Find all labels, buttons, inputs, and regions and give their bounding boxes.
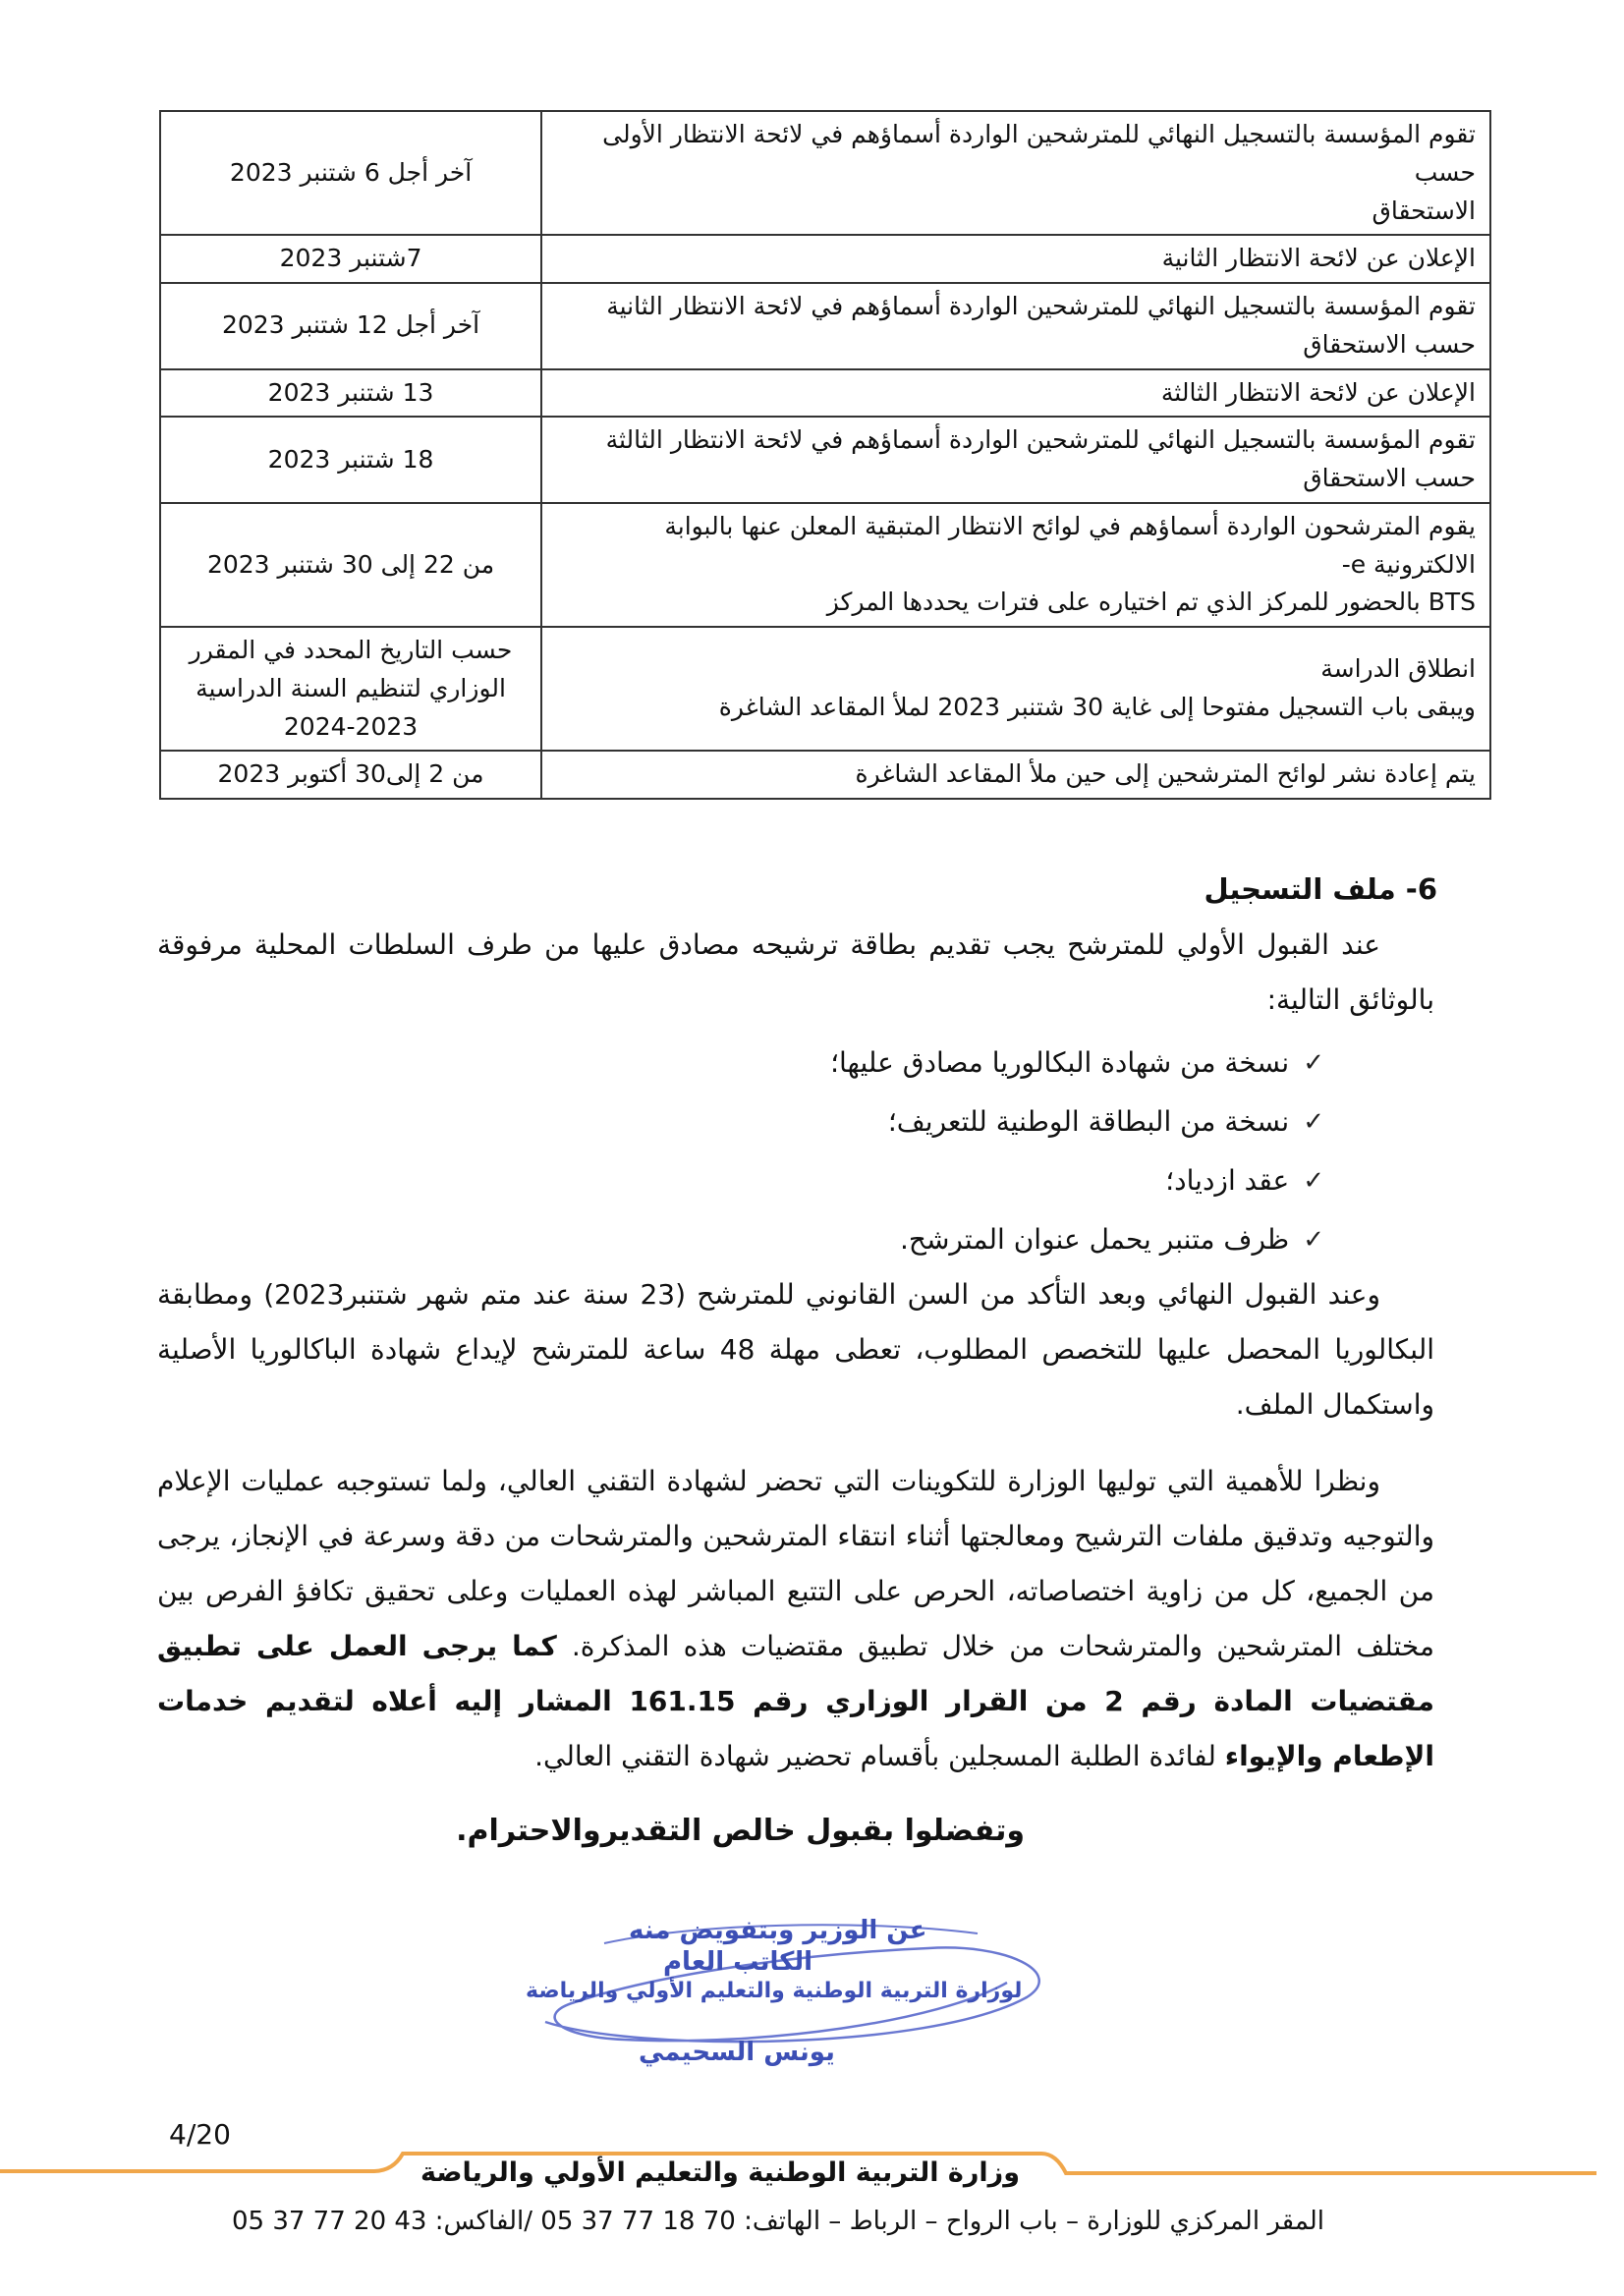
activity-cell [541,111,1490,235]
required-documents-list [830,1034,1324,1269]
date-text: آخر أجل 12 شتنبر 2023 [221,310,480,340]
signature-delegation: عن الوزير وبتفويض منه [629,1916,927,1945]
date-text: الوزاري لتنظيم السنة الدراسية [196,673,506,702]
checkmark-icon: ✓ [1303,1225,1324,1255]
section-heading: 6- ملف التسجيل [1204,872,1437,906]
list-item: ✓ نسخة من البطاقة الوطنية للتعريف؛ [830,1092,1324,1151]
activity-cell [541,751,1490,799]
activity-cell [541,417,1490,503]
table-row [160,751,1490,799]
activity-text: يتم إعادة نشر لوائح المترشحين إلى حين ملأ المقاعد الشاغرة [855,759,1476,789]
activity-cell [541,235,1490,283]
date-text: 2024-2023 [283,711,419,741]
table-row [160,111,1490,235]
activity-text: تقوم المؤسسة بالتسجيل النهائي للمترشحين الواردة أسماؤهم في لائحة الانتظار الثالثة حسب الاستحقاق [605,425,1476,492]
activity-text: الإعلان عن لائحة الانتظار الثانية [1161,244,1476,273]
activity-text: الاستحقاق [1372,196,1476,225]
date-cell [160,417,541,503]
checkmark-icon: ✓ [1303,1048,1324,1078]
date-cell [160,111,541,235]
date-text: آخر أجل 6 شتنبر 2023 [229,157,473,187]
date-text: من 2 إلى30 أكتوبر 2023 [217,759,484,789]
footer-address: المقر المركزي للوزارة – باب الرواح – الرباط – الهاتف: 70 18 77 37 05 /الفاكس: 43 20 77 37 05 [231,2207,1324,2236]
list-item: ✓ ظرف متنبر يحمل عنوان المترشح. [830,1210,1324,1269]
date-text: من 22 إلى 30 شتنبر 2023 [206,549,495,579]
activity-cell [541,283,1490,369]
page-number: 4/20 [169,2118,231,2151]
date-text: 7شتنبر 2023 [279,244,422,273]
signatory-name: يونس السحيمي [639,2038,835,2067]
instructions-paragraph: ونظرا للأهمية التي توليها الوزارة للتكوينات التي تحضر لشهادة التقني العالي، ولما تستوجبه عمليات الإعلام والتوجيه وتدقيق ملفات الترشيح ومعالجتها أثناء انتقاء المترشحين والمترشحات من دقة وسرعة في الإنجاز، يرجى من الجميع، كل من زاوية اختصاصاته، الحرص على التتبع المباشر لهذه العمليات وعلى تحقيق تكافؤ الفرص بين مختلف المترشحين والمترشحات من خلال تطبيق مقتضيات هذه المذكرة. كما يرجى العمل على تطبيق مقتضيات المادة رقم 2 من القرار الوزاري رقم 161.15 المشار إليه أعلاه لتقديم خدمات الإطعام والإيواء لفائدة الطلبة المسجلين بأقسام تحضير شهادة التقني العالي. [157,1465,1434,1772]
signature-title: الكاتب العام [663,1947,813,1977]
activity-cell [541,503,1490,627]
activity-text: ويبقى باب التسجيل مفتوحا إلى غاية 30 شتنبر 2023 لملأ المقاعد الشاغرة [718,693,1476,722]
footer-ministry-name: وزارة التربية الوطنية والتعليم الأولي والرياضة [420,2157,1020,2188]
date-cell [160,369,541,418]
checkmark-icon: ✓ [1303,1107,1324,1137]
intro-paragraph: عند القبول الأولي للمترشح يجب تقديم بطاقة ترشيحه مصادق عليها من طرف السلطات المحلية مرفوقة بالوثائق التالية: [157,928,1434,1016]
closing-salutation: وتفضلوا بقبول خالص التقديروالاحترام. [456,1814,1025,1848]
activity-cell [541,627,1490,751]
date-cell [160,751,541,799]
activity-text: حسب الاستحقاق [1303,329,1476,359]
date-text: 18 شتنبر 2023 [267,444,434,474]
date-cell [160,627,541,751]
table-row [160,417,1490,503]
table-row [160,503,1490,627]
signature-ministry: لوزارة التربية الوطنية والتعليم الأولي والرياضة [526,1979,1023,2003]
table-row [160,627,1490,751]
activity-text: انطلاق الدراسة [1320,654,1476,684]
table-row [160,283,1490,369]
checkmark-icon: ✓ [1303,1166,1324,1196]
schedule-table [159,110,1491,800]
date-cell [160,283,541,369]
date-text: حسب التاريخ المحدد في المقرر [189,636,513,664]
table-row [160,369,1490,418]
date-cell [160,235,541,283]
list-item: ✓ نسخة من شهادة البكالوريا مصادق عليها؛ [830,1034,1324,1092]
activity-text: BTS بالحضور للمركز الذي تم اختياره على فترات يحددها المركز [826,588,1476,617]
activity-text: تقوم المؤسسة بالتسجيل النهائي للمترشحين الواردة أسماؤهم في لائحة الانتظار الثانية [606,292,1476,320]
date-cell [160,503,541,627]
final-acceptance-paragraph: وعند القبول النهائي وبعد التأكد من السن القانوني للمترشح (23 سنة عند متم شهر شتنبر2023) ومطابقة البكالوريا المحصل عليها للتخصص المطلوب، تعطى مهلة 48 ساعة للمترشح لإيداع شهادة الباكالوريا الأصلية واستكمال الملف. [157,1278,1435,1421]
activity-text: الإعلان عن لائحة الانتظار الثالثة [1160,377,1476,407]
activity-cell [541,369,1490,418]
activity-text: تقوم المؤسسة بالتسجيل النهائي للمترشحين الواردة أسماؤهم في لائحة الانتظار الأولى حسب [602,120,1476,187]
list-item: ✓ عقد ازدياد؛ [830,1151,1324,1210]
activity-text: يقوم المترشحون الواردة أسماؤهم في لوائح الانتظار المتبقية المعلن عنها بالبوابة الالكترونية e- [664,511,1476,579]
date-text: 13 شتنبر 2023 [267,377,434,407]
table-row [160,235,1490,283]
